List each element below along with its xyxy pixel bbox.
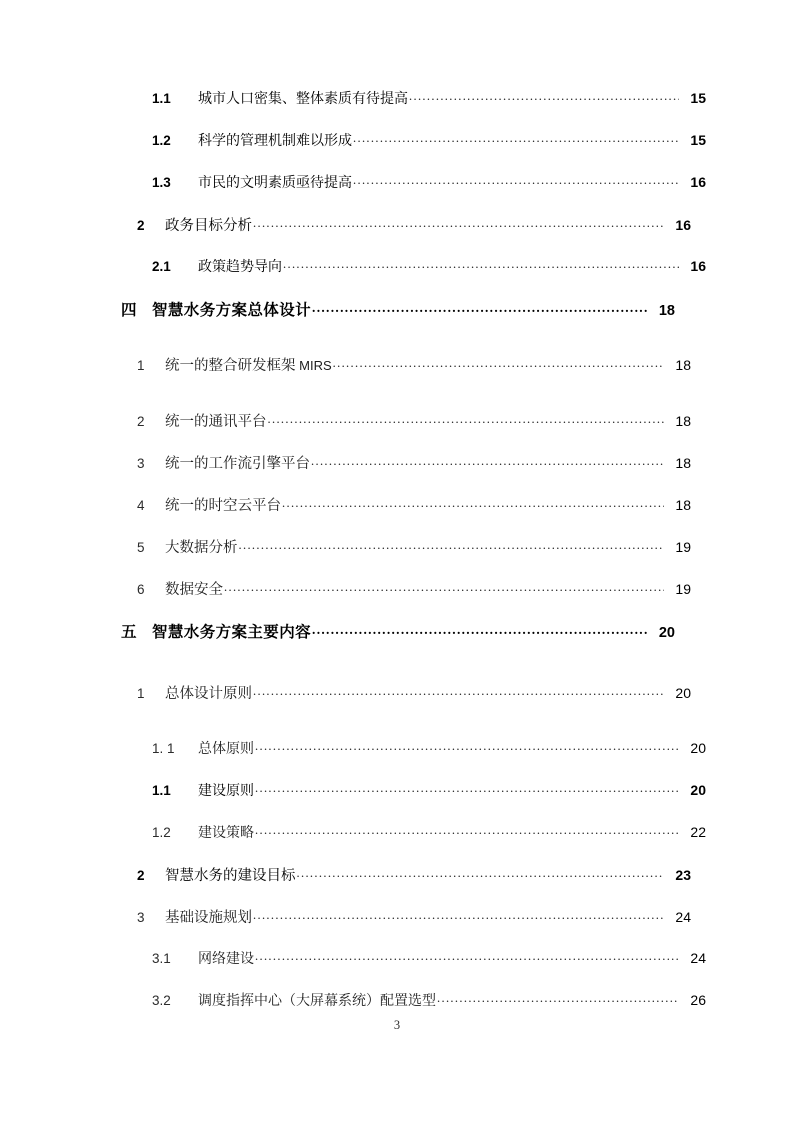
toc-entry[interactable] [152,822,706,864]
toc-dot-leader [353,131,679,145]
toc-entry-title: 基础设施规划 [165,910,252,926]
toc-entry-number: 1. 1 [152,741,175,756]
toc-entry-number: 5 [137,540,145,555]
toc-entry-number: 五 [121,624,137,641]
toc-entry-page: 24 [690,950,706,966]
toc-entry[interactable] [152,172,706,214]
toc-entry-page: 18 [675,413,691,429]
toc-entry-number: 1.1 [152,783,171,798]
toc-entry-title: 智慧水务方案总体设计 [152,302,312,319]
toc-entry-title: 数据安全 [165,582,223,598]
toc-dot-leader [437,991,679,1005]
toc-dot-leader [255,781,679,795]
toc-dot-leader [255,823,679,837]
toc-dot-leader [409,89,679,103]
toc-entry[interactable] [152,130,706,172]
toc-dot-leader [253,216,664,231]
toc-entry-number: 4 [137,498,145,513]
toc-entry-number: 2 [137,218,145,233]
toc-entry-page: 18 [675,497,691,513]
toc-dot-leader [255,739,679,753]
toc-entry-page: 24 [675,909,691,925]
toc-entry-number: 6 [137,582,145,597]
toc-entry-page: 22 [690,824,706,840]
toc-entry-title: 建设策略 [198,826,254,841]
toc-entry-title: 智慧水务方案主要内容 [152,624,312,641]
toc-dot-leader [282,496,664,511]
toc-entry-title: 调度指挥中心（大屏幕系统）配置选型 [198,994,436,1009]
toc-entry-number: 3 [137,456,145,471]
toc-entry-title: 统一的工作流引擎平台 [165,456,310,472]
toc-entry-number: 2 [137,868,145,883]
toc-entry[interactable] [152,88,706,130]
toc-dot-leader [224,580,664,595]
toc-entry[interactable] [137,494,691,536]
toc-entry-page: 20 [675,685,691,701]
toc-dot-leader [311,454,664,469]
toc-entry-number: 1.2 [152,825,171,840]
toc-entry[interactable] [137,214,691,256]
toc-entry-title: 智慧水务的建设目标 [165,868,296,884]
toc-dot-leader [297,866,665,881]
toc-entry-title: 市民的文明素质亟待提高 [198,176,352,191]
toc-entry-title: 统一的通讯平台 [165,414,267,430]
toc-entry-page: 18 [675,455,691,471]
toc-dot-leader [312,300,648,316]
toc-entry-number: 2 [137,414,145,429]
toc-entry-title: 统一的整合研发框架 MIRS [165,358,332,374]
toc-entry[interactable] [121,298,675,354]
toc-entry-number: 3.2 [152,993,171,1008]
toc-entry-title: 城市人口密集、整体素质有待提高 [198,92,408,107]
page-number: 3 [393,1018,401,1032]
toc-entry-title-acronym: MIRS [299,358,332,373]
toc-entry[interactable] [137,354,691,410]
toc-dot-leader [353,173,679,187]
toc-entry-title: 大数据分析 [165,540,238,556]
toc-entry[interactable] [152,738,706,780]
toc-entry-title: 网络建设 [198,952,254,967]
toc-entry-page: 20 [658,625,675,641]
toc-entry-title: 总体设计原则 [165,686,252,702]
toc-entry-title: 政策趋势导向 [198,260,282,275]
toc-entry-page: 15 [690,90,706,106]
toc-dot-leader [268,412,665,427]
toc-dot-leader [333,356,664,371]
toc-entry[interactable] [137,536,691,578]
toc-entry-page: 19 [675,539,691,555]
toc-entry[interactable] [152,256,706,298]
toc-entry[interactable] [137,864,691,906]
toc-entry-title: 政务目标分析 [165,218,252,234]
toc-entry[interactable] [137,906,691,948]
toc-dot-leader [255,949,679,963]
table-of-contents [121,88,706,1032]
toc-entry-page: 18 [675,357,691,373]
toc-entry[interactable] [137,682,691,738]
toc-entry-number: 3.1 [152,951,171,966]
toc-dot-leader [312,622,648,638]
toc-entry-page: 23 [675,867,691,883]
toc-entry-number: 2.1 [152,259,171,274]
toc-entry-number: 1.1 [152,91,171,106]
toc-entry-title: 统一的时空云平台 [165,498,281,514]
toc-dot-leader [253,908,664,923]
toc-entry-number: 四 [121,302,137,319]
toc-entry-number: 1.3 [152,175,171,190]
toc-entry[interactable] [121,620,675,682]
toc-entry[interactable] [152,948,706,990]
toc-entry-page: 16 [690,258,706,274]
toc-entry-page: 18 [658,303,675,319]
toc-entry-page: 26 [690,992,706,1008]
toc-entry-title: 总体原则 [198,742,254,757]
toc-entry-title: 建设原则 [198,784,254,799]
toc-entry-page: 20 [690,782,706,798]
toc-entry-number: 3 [137,910,145,925]
toc-entry-page: 16 [675,217,691,233]
toc-entry-page: 19 [675,581,691,597]
toc-entry[interactable] [137,452,691,494]
toc-dot-leader [239,538,665,553]
toc-entry-title: 科学的管理机制难以形成 [198,134,352,149]
toc-entry[interactable] [152,780,706,822]
toc-entry[interactable] [137,578,691,620]
toc-entry-number: 1.2 [152,133,171,148]
toc-entry-page: 15 [690,132,706,148]
toc-entry-number: 1 [137,358,145,373]
toc-dot-leader [253,684,664,699]
toc-entry-page: 20 [690,740,706,756]
toc-entry-number: 1 [137,686,145,701]
toc-entry[interactable] [137,410,691,452]
toc-entry-page: 16 [690,174,706,190]
toc-dot-leader [283,257,679,271]
